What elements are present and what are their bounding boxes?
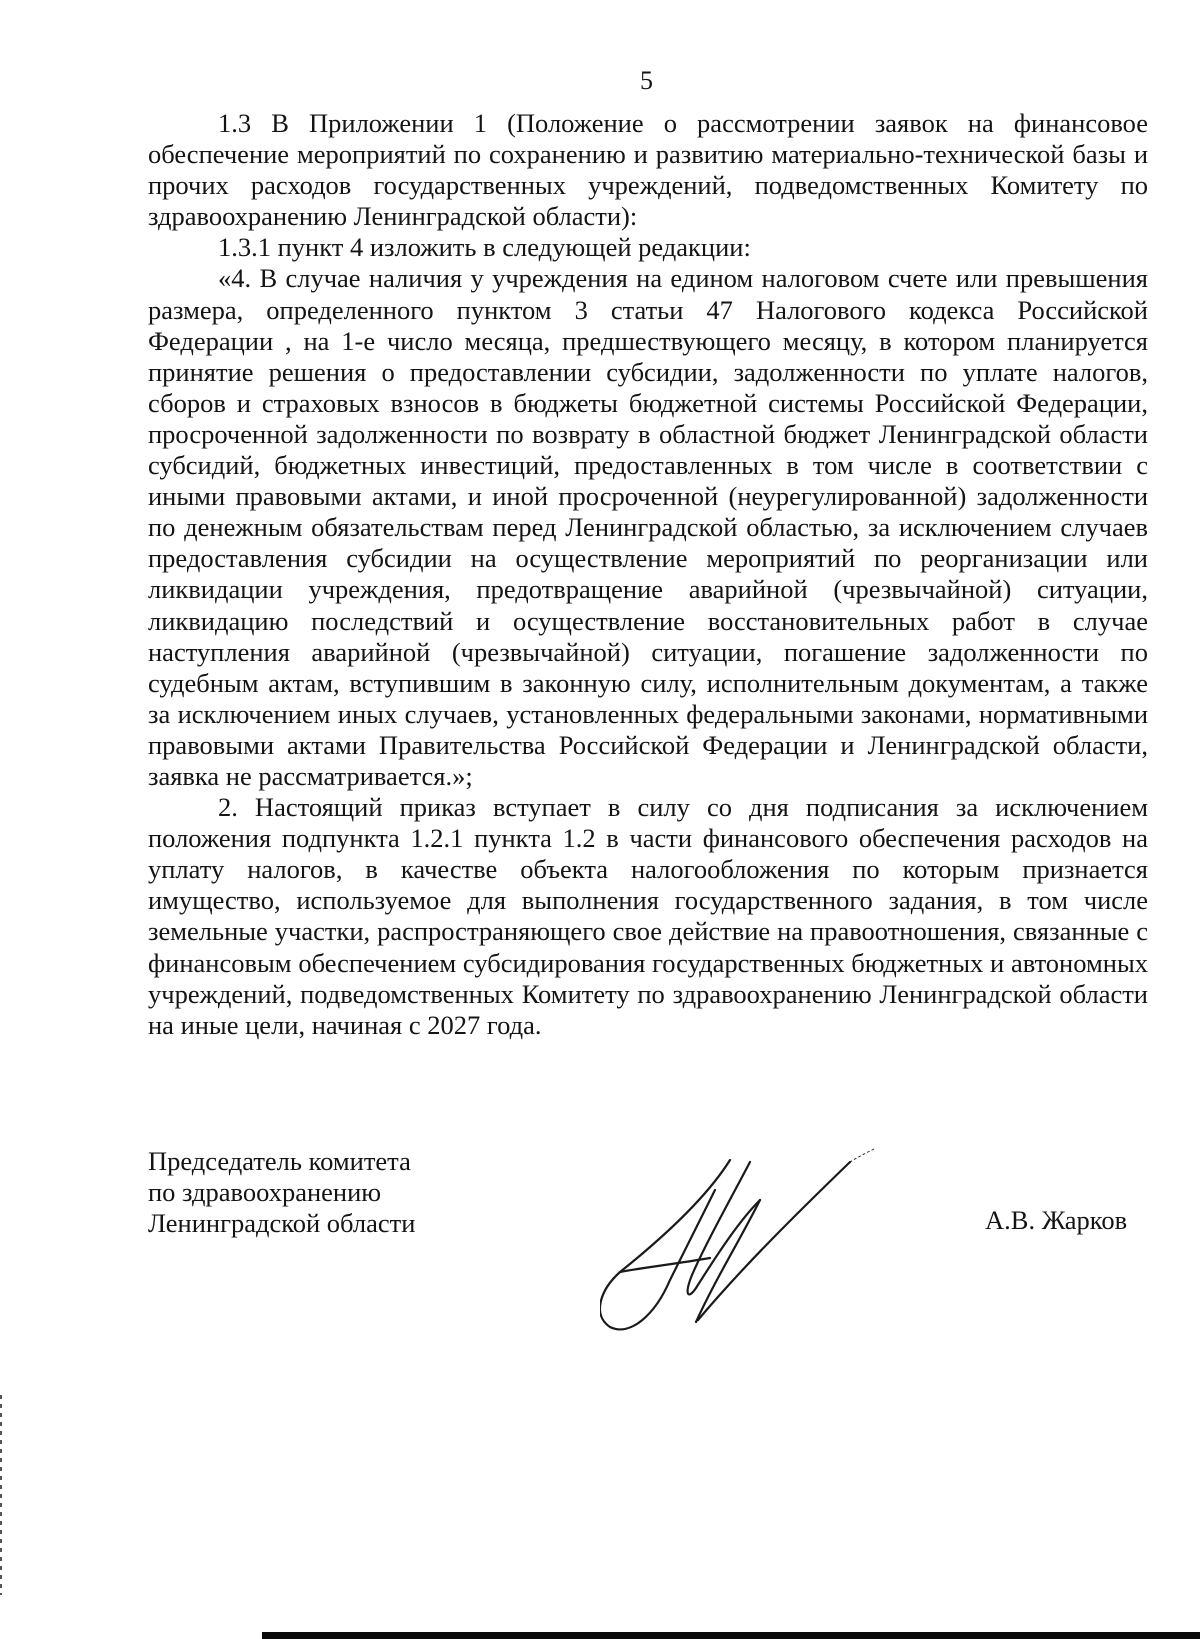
signatory-position — [148, 1146, 415, 1239]
position-line: по здравоохранению — [148, 1177, 382, 1207]
document-body — [148, 108, 1148, 1041]
paragraph-1-3: 1.3 В Приложении 1 (Положение о рассмотрении заявок на финансовое обеспечение мероприятий по сохранению и развитию материально-технической базы и прочих расходов государственных учреждений, подведомственных Комитету по здравоохранению Ленинградской области): — [148, 108, 1148, 232]
position-line: Председатель комитета — [148, 1146, 411, 1176]
scan-bottom-edge — [262, 1632, 1200, 1639]
position-line: Ленинградской области — [148, 1208, 416, 1238]
paragraph-1-3-1: 1.3.1 пункт 4 изложить в следующей редакции: — [218, 232, 751, 263]
signatory-name: А.В. Жарков — [985, 1205, 1128, 1235]
page-number: 5 — [640, 66, 653, 95]
handwritten-signature-icon — [600, 1140, 900, 1340]
scan-margin-mark — [0, 1395, 2, 1595]
paragraph-2: 2. Настоящий приказ вступает в силу со дня подписания за исключением положения подпункта 1.2.1 пункта 1.2 в части финансового обеспечения расходов на уплату налогов, в качестве объекта налогообложения по которым признается имущество, используемое для выполнения государственного задания, в том числе земельные участки, распространяющего свое действие на правоотношения, связанные с финансовым обеспечением субсидирования государственных бюджетных и автономных учреждений, подведомственных Комитету по здравоохранению Ленинградской области на иные цели, начиная с 2027 года. — [148, 792, 1148, 1040]
paragraph-item-4: «4. В случае наличия у учреждения на едином налоговом счете или превышения размера, определенного пунктом 3 статьи 47 Налогового кодекса Российской Федерации , на 1-е число месяца, предшествующего месяцу, в котором планируется принятие решения о предоставлении субсидии, задолженности по уплате налогов, сборов и страховых взносов в бюджеты бюджетной системы Российской Федерации, просроченной задолженности по возврату в областной бюджет Ленинградской области субсидий, бюджетных инвестиций, предоставленных в том числе в соответствии с иными правовыми актами, и иной просроченной (неурегулированной) задолженности по денежным обязательствам перед Ленинградской областью, за исключением случаев предоставления субсидии на осуществление мероприятий по реорганизации или ликвидации учреждения, предотвращение аварийной (чрезвычайной) ситуации, ликвидацию последствий и осуществление восстановительных работ в случае наступления аварийной (чрезвычайной) ситуации, погашение задолженности по судебным актам, вступившим в законную силу, исполнительным документам, а также за исключением иных случаев, установленных федеральными законами, нормативными правовыми актами Правительства Российской Федерации и Ленинградской области, заявка не рассматривается.»; — [148, 263, 1148, 791]
